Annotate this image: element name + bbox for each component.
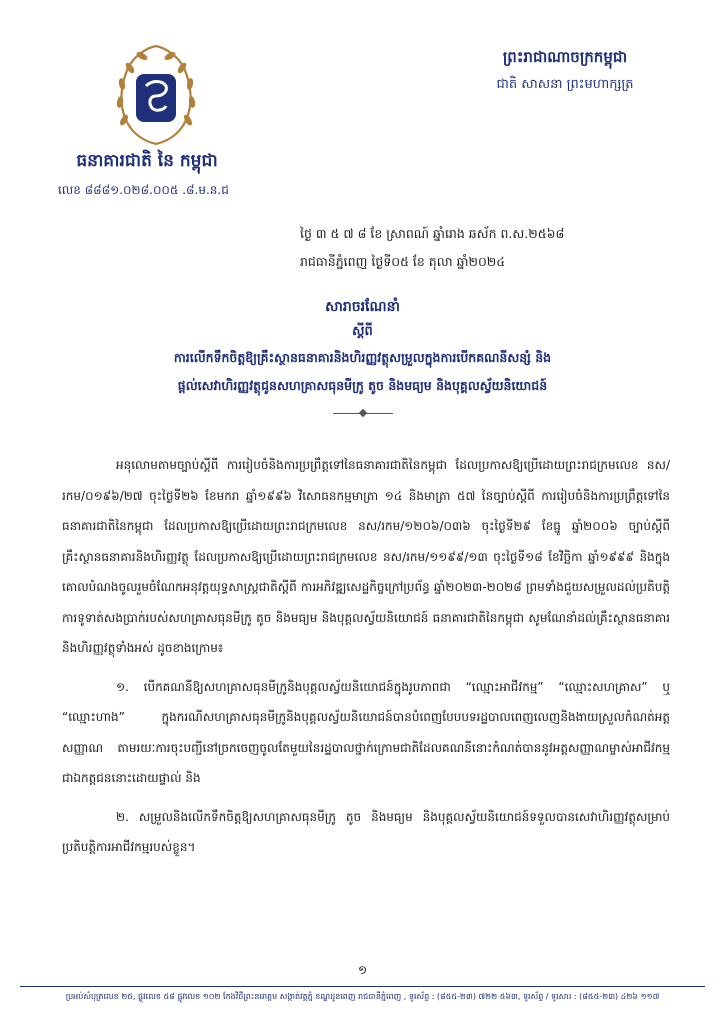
title-block — [40, 294, 685, 418]
footer-address: ប្រអប់សំបុត្រលេខ ២៥, ផ្លូវលេខ ៥៨ ផ្លូវលេខ ១០២ កែងវិថីព្រះនរោត្តម សង្កាត់វត្តភ្នំ ខណ្ឌដូនពេញ រាជធានីភ្នំពេញ , ទូរស័ព្ទ : (៨៥៥-២៣) ៧២២ ៥៦៣, ទូរស័ព្ទ / ទូរសារ : (៨៥៥-២៣) ៤២៦ ១១៧ — [65, 992, 660, 1001]
ornament-divider — [333, 408, 393, 418]
main-paragraph: អនុលោមតាមច្បាប់ស្ដីពី ការរៀបចំនិងការប្រព្រឹត្តទៅនៃធនាគារជាតិនៃកម្ពុជា ដែលប្រកាសឱ្យប្រើដោយព្រះរាជក្រមលេខ នស/រកម/០១៩៦/២៧ ចុះថ្ងៃទី២៦ ខែមករា ឆ្នាំ១៩៩៦ វិសោធនកម្មមាត្រា ១៤ និងមាត្រា ៥៧ នៃច្បាប់ស្ដីពី ការរៀបចំនិងការប្រព្រឹត្តទៅនៃធនាគារជាតិនៃកម្ពុជា ដែលប្រកាសឱ្យប្រើដោយព្រះរាជក្រមលេខ នស/រកម/១២០៦/០៣៦ ចុះថ្ងៃទី២៩ ខែធ្នូ ឆ្នាំ២០០៦ ច្បាប់ស្ដីពី គ្រឹះស្ថានធនាគារនិងហិរញ្ញវត្ថុ ដែលប្រកាសឱ្យប្រើដោយព្រះរាជក្រមលេខ នស/រកម/១១៩៩/១៣ ចុះថ្ងៃទី១៨ ខែវិច្ឆិកា ឆ្នាំ១៩៩៩ និងក្នុងគោលបំណងចូលរួមចំណែកអនុវត្តយុទ្ធសាស្ត្រជាតិស្ដីពី ការអភិវឌ្ឍសេដ្ឋកិច្ចក្រៅប្រព័ន្ធ ឆ្នាំ២០២៣-២០២៨ ព្រមទាំងជួយសម្រួលដល់ប្រតិបត្តិការទូទាត់សងប្រាក់របស់សហគ្រាសធុនមីក្រូ តូច និងមធ្យម និងបុគ្គលស្វ័យនិយោជន៍ ធនាគារជាតិនៃកម្ពុជា សូមណែនាំដល់គ្រឹះស្ថានធនាគារនិងហិរញ្ញវត្ថុទាំងអស់ ដូចខាងក្រោម៖ — [62, 458, 670, 655]
footer-divider — [20, 986, 705, 987]
kingdom-heading: ព្រះរាជាណាចក្រកម្ពុជា — [502, 48, 628, 66]
lunar-date: ថ្ងៃ ៣ ៥ ៧ ៨ ខែ ស្រាពណ៍ ឆ្នាំរោង ឆស័ក ព.ស.២៥៦៨ — [300, 226, 565, 241]
solar-date: រាជធានីភ្នំពេញ ថ្ងៃទី០៥ ខែ តុលា ឆ្នាំ២០២៤ — [300, 254, 506, 269]
document-about: ស្ដីពី — [352, 324, 373, 339]
page-number: ១ — [357, 963, 368, 977]
bank-emblem-logo — [108, 40, 204, 152]
document-type: សារាចរណែនាំ — [325, 299, 400, 315]
document-subject-line-2: ផ្ដល់សេវាហិរញ្ញវត្ថុជូនសហគ្រាសធុនមីក្រូ តូច និងមធ្យម និងបុគ្គលស្វ័យនិយោជន៍ — [177, 378, 548, 393]
reference-number: លេខ ៨៨៨១.០២៨.០០៥ .៨.ម.ន.ជ — [58, 183, 229, 197]
instruction-item-2: ២. សម្រួលនិងលើកទឹកចិត្តឱ្យសហគ្រាសធុនមីក្រូ តូច និងមធ្យម និងបុគ្គលស្វ័យនិយោជន៍ទទួលបានសេវាហិរញ្ញវត្ថុសម្រាប់ប្រតិបត្តិការអាជីវកម្មរបស់ខ្លួន។ — [62, 809, 670, 854]
national-motto: ជាតិ សាសនា ព្រះមហាក្សត្រ — [496, 77, 634, 92]
bank-name: ធនាគារជាតិ នៃ កម្ពុជា — [76, 151, 218, 171]
instruction-item-1: ១. បើកគណនីឱ្យសហគ្រាសធុនមីក្រូនិងបុគ្គលស្វ័យនិយោជន៍ក្នុងរូបភាពជា “ឈ្មោះអាជីវកម្ម” “ឈ្មោះសហគ្រាស” ឬ “ឈ្មោះហាង” ក្នុងករណីសហគ្រាសធុនមីក្រូនិងបុគ្គលស្វ័យនិយោជន៍បានបំពេញបែបបទរដ្ឋបាលពេញលេញនិងងាយស្រួលកំណត់អត្តសញ្ញាណ តាមរយៈការចុះបញ្ជីនៅច្រកចេញចូលតែមួយនៃរដ្ឋបាលថ្នាក់ក្រោមជាតិដែលគណនីនោះកំណត់បាននូវអត្តសញ្ញាណម្ចាស់អាជីវកម្មជាឯកត្តជននោះដោយផ្ទាល់ និង — [62, 679, 670, 785]
divider-diamond-icon — [358, 409, 366, 417]
document-subject-line-1: ការលើកទឹកចិត្តឱ្យគ្រឹះស្ថានធនាគារនិងហិរញ្ញវត្ថុសម្រួលក្នុងការបើកគណនីសន្សំ និង — [173, 350, 552, 365]
letter-body — [62, 450, 670, 863]
